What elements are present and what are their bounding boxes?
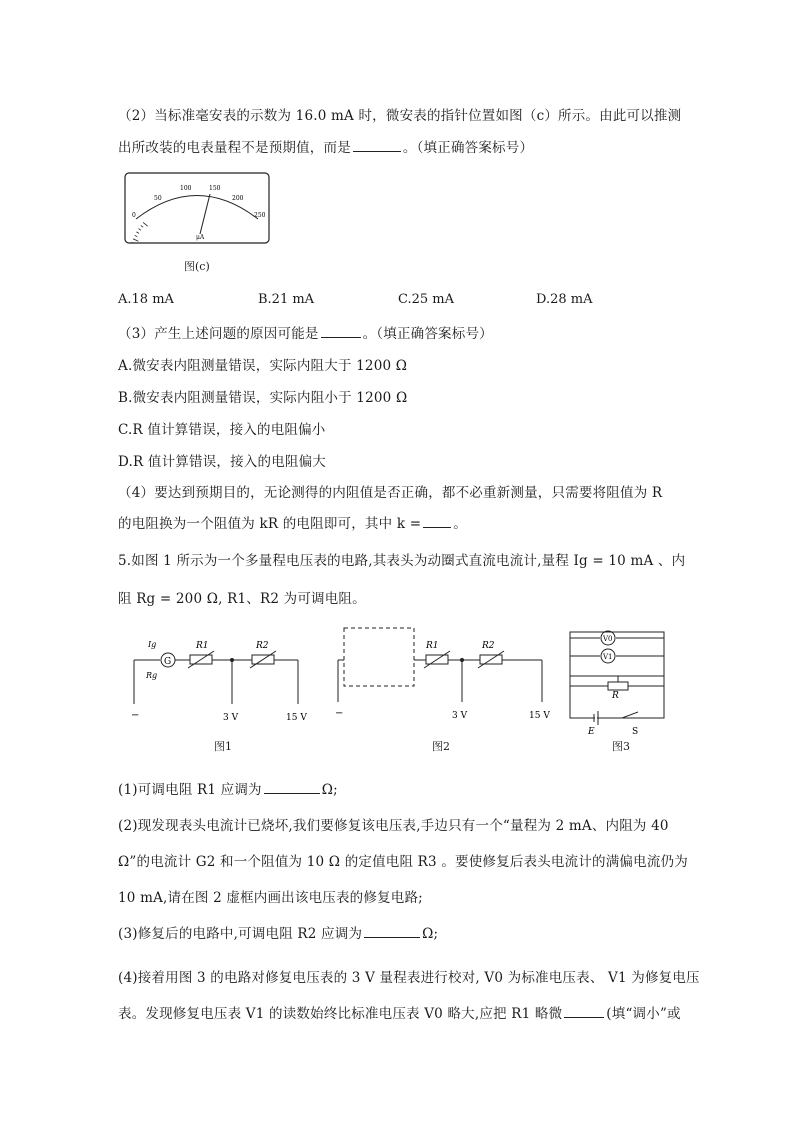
option-a[interactable]: A.18 mA xyxy=(118,292,174,307)
q3-stem-b: 。（填正确答案标号） xyxy=(362,326,493,342)
q4-line2-a: 的电阻换为一个阻值为 kR 的电阻即可，其中 k = xyxy=(118,516,422,532)
sub4-line2-a: 表。发现修复电压表 V1 的读数始终比标准电压表 V0 略大,应把 R1 略微 xyxy=(118,1006,563,1022)
fig2-15v: 15 V xyxy=(529,711,550,721)
meter-tick-0: 0 xyxy=(132,212,136,219)
repair-dashed-box xyxy=(344,628,414,686)
sub4-line1: (4)接着用图 3 的电路对修复电压表的 3 V 量程表进行校对, V0 为标准电压表、 V1 为修复电压 xyxy=(118,970,700,986)
q2-line1: （2）当标准毫安表的示数为 16.0 mA 时，微安表的指针位置如图（c）所示。由此可以推测 xyxy=(118,108,682,124)
sub4-line2 xyxy=(118,1002,681,1022)
meter-tick-mark xyxy=(136,232,139,234)
meter-unit: μA xyxy=(196,234,205,241)
q3-option-b[interactable]: B.微安表内阻测量错误，实际内阻小于 1200 Ω xyxy=(118,390,408,406)
sub2-line1: (2)现发现表头电流计已烧坏,我们要修复该电压表,手边只有一个“量程为 2 mA、内阻为 40 xyxy=(118,818,669,834)
q2-line2-b: 。（填正确答案标号） xyxy=(402,140,534,156)
fig1-ig: Ig xyxy=(148,640,157,649)
fig3-e: E xyxy=(588,727,595,736)
fig1-15v: 15 V xyxy=(286,713,307,723)
meter-tick-mark xyxy=(141,225,143,227)
answer-blank[interactable] xyxy=(264,792,320,794)
meter-tick-250: 250 xyxy=(254,212,266,219)
option-c[interactable]: C.25 mA xyxy=(398,292,455,307)
sub3-a: (3)修复后的电路中,可调电阻 R2 应调为 xyxy=(118,926,363,942)
fig3-v1: V1 xyxy=(603,653,613,661)
meter-figure xyxy=(124,172,270,244)
fig1-3v: 3 V xyxy=(223,713,239,723)
q3-option-d[interactable]: D.R 值计算错误，接入的电阻偏大 xyxy=(118,454,326,470)
meter-tick-mark xyxy=(139,229,142,231)
q3-option-a[interactable]: A.微安表内阻测量错误，实际内阻大于 1200 Ω xyxy=(118,358,408,374)
q2-line2-a: 出所改装的电表量程不是预期值，而是 xyxy=(118,140,351,156)
answer-blank[interactable] xyxy=(564,1016,604,1018)
q4-line2 xyxy=(118,512,467,532)
sub1 xyxy=(118,778,338,798)
sub4-line2-b: (填“调小”或 xyxy=(606,1006,681,1022)
fig1-minus: − xyxy=(131,710,140,721)
figure-2-caption: 图2 xyxy=(432,740,450,753)
fig2-r1: R1 xyxy=(426,641,439,651)
figure-2 xyxy=(330,626,556,724)
sub1-a: (1)可调电阻 R1 应调为 xyxy=(118,782,262,798)
meter-tick-150: 150 xyxy=(209,185,221,192)
fig3-v0: V0 xyxy=(603,635,613,643)
answer-blank[interactable] xyxy=(353,150,401,152)
fig3-s: S xyxy=(632,727,639,736)
fig1-g: G xyxy=(164,657,172,667)
fig1-r1: R1 xyxy=(196,641,209,651)
meter-tick-100: 100 xyxy=(180,185,192,192)
sub1-b: Ω; xyxy=(321,782,338,798)
figure-1 xyxy=(128,634,318,724)
meter-tick-mark xyxy=(135,235,138,236)
option-d[interactable]: D.28 mA xyxy=(536,292,593,307)
p5-line1: 5.如图 1 所示为一个多量程电压表的电路,其表头为动圈式直流电流计,量程 Ig = 10 mA 、内 xyxy=(118,553,686,569)
q4-line1: （4）要达到预期目的，无论测得的内阻值是否正确，都不必重新测量，只需要将阻值为 R xyxy=(118,485,663,501)
figure-3-caption: 图3 xyxy=(612,740,630,753)
sub3-b: Ω; xyxy=(422,926,439,942)
figure-1-caption: 图1 xyxy=(214,740,232,753)
q3-stem xyxy=(118,322,493,342)
meter-tick-mark xyxy=(133,239,139,241)
option-b[interactable]: B.21 mA xyxy=(258,292,315,307)
fig2-minus: − xyxy=(335,708,344,719)
fig1-rg: Rg xyxy=(146,671,158,680)
q2-line2 xyxy=(118,136,533,156)
fig2-r2: R2 xyxy=(482,641,495,651)
figure-3 xyxy=(566,630,676,736)
q3-option-c[interactable]: C.R 值计算错误，接入的电阻偏小 xyxy=(118,422,326,438)
fig1-r2: R2 xyxy=(256,641,269,651)
figure-c-caption: 图(c) xyxy=(184,260,210,273)
sub3 xyxy=(118,922,438,942)
sub2-line3: 10 mA,请在图 2 虚框内画出该电压表的修复电路; xyxy=(118,890,423,906)
q3-stem-a: （3）产生上述问题的原因可能是 xyxy=(118,326,319,342)
q4-line2-b: 。 xyxy=(453,516,467,532)
fig2-3v: 3 V xyxy=(452,711,468,721)
sub2-line2: Ω”的电流计 G2 和一个阻值为 10 Ω 的定值电阻 R3 。要使修复后表头电流计的满偏电流仍为 xyxy=(118,854,688,870)
meter-tick-50: 50 xyxy=(154,195,162,202)
answer-blank[interactable] xyxy=(364,936,420,938)
meter-needle xyxy=(200,194,210,234)
fig3-r: R xyxy=(612,691,619,701)
meter-tick-mark xyxy=(143,222,148,226)
answer-blank[interactable] xyxy=(423,526,451,528)
meter-tick-200: 200 xyxy=(232,195,244,202)
p5-line2: 阻 Rg = 200 Ω, R1、R2 为可调电阻。 xyxy=(118,591,366,607)
answer-blank[interactable] xyxy=(321,336,361,338)
